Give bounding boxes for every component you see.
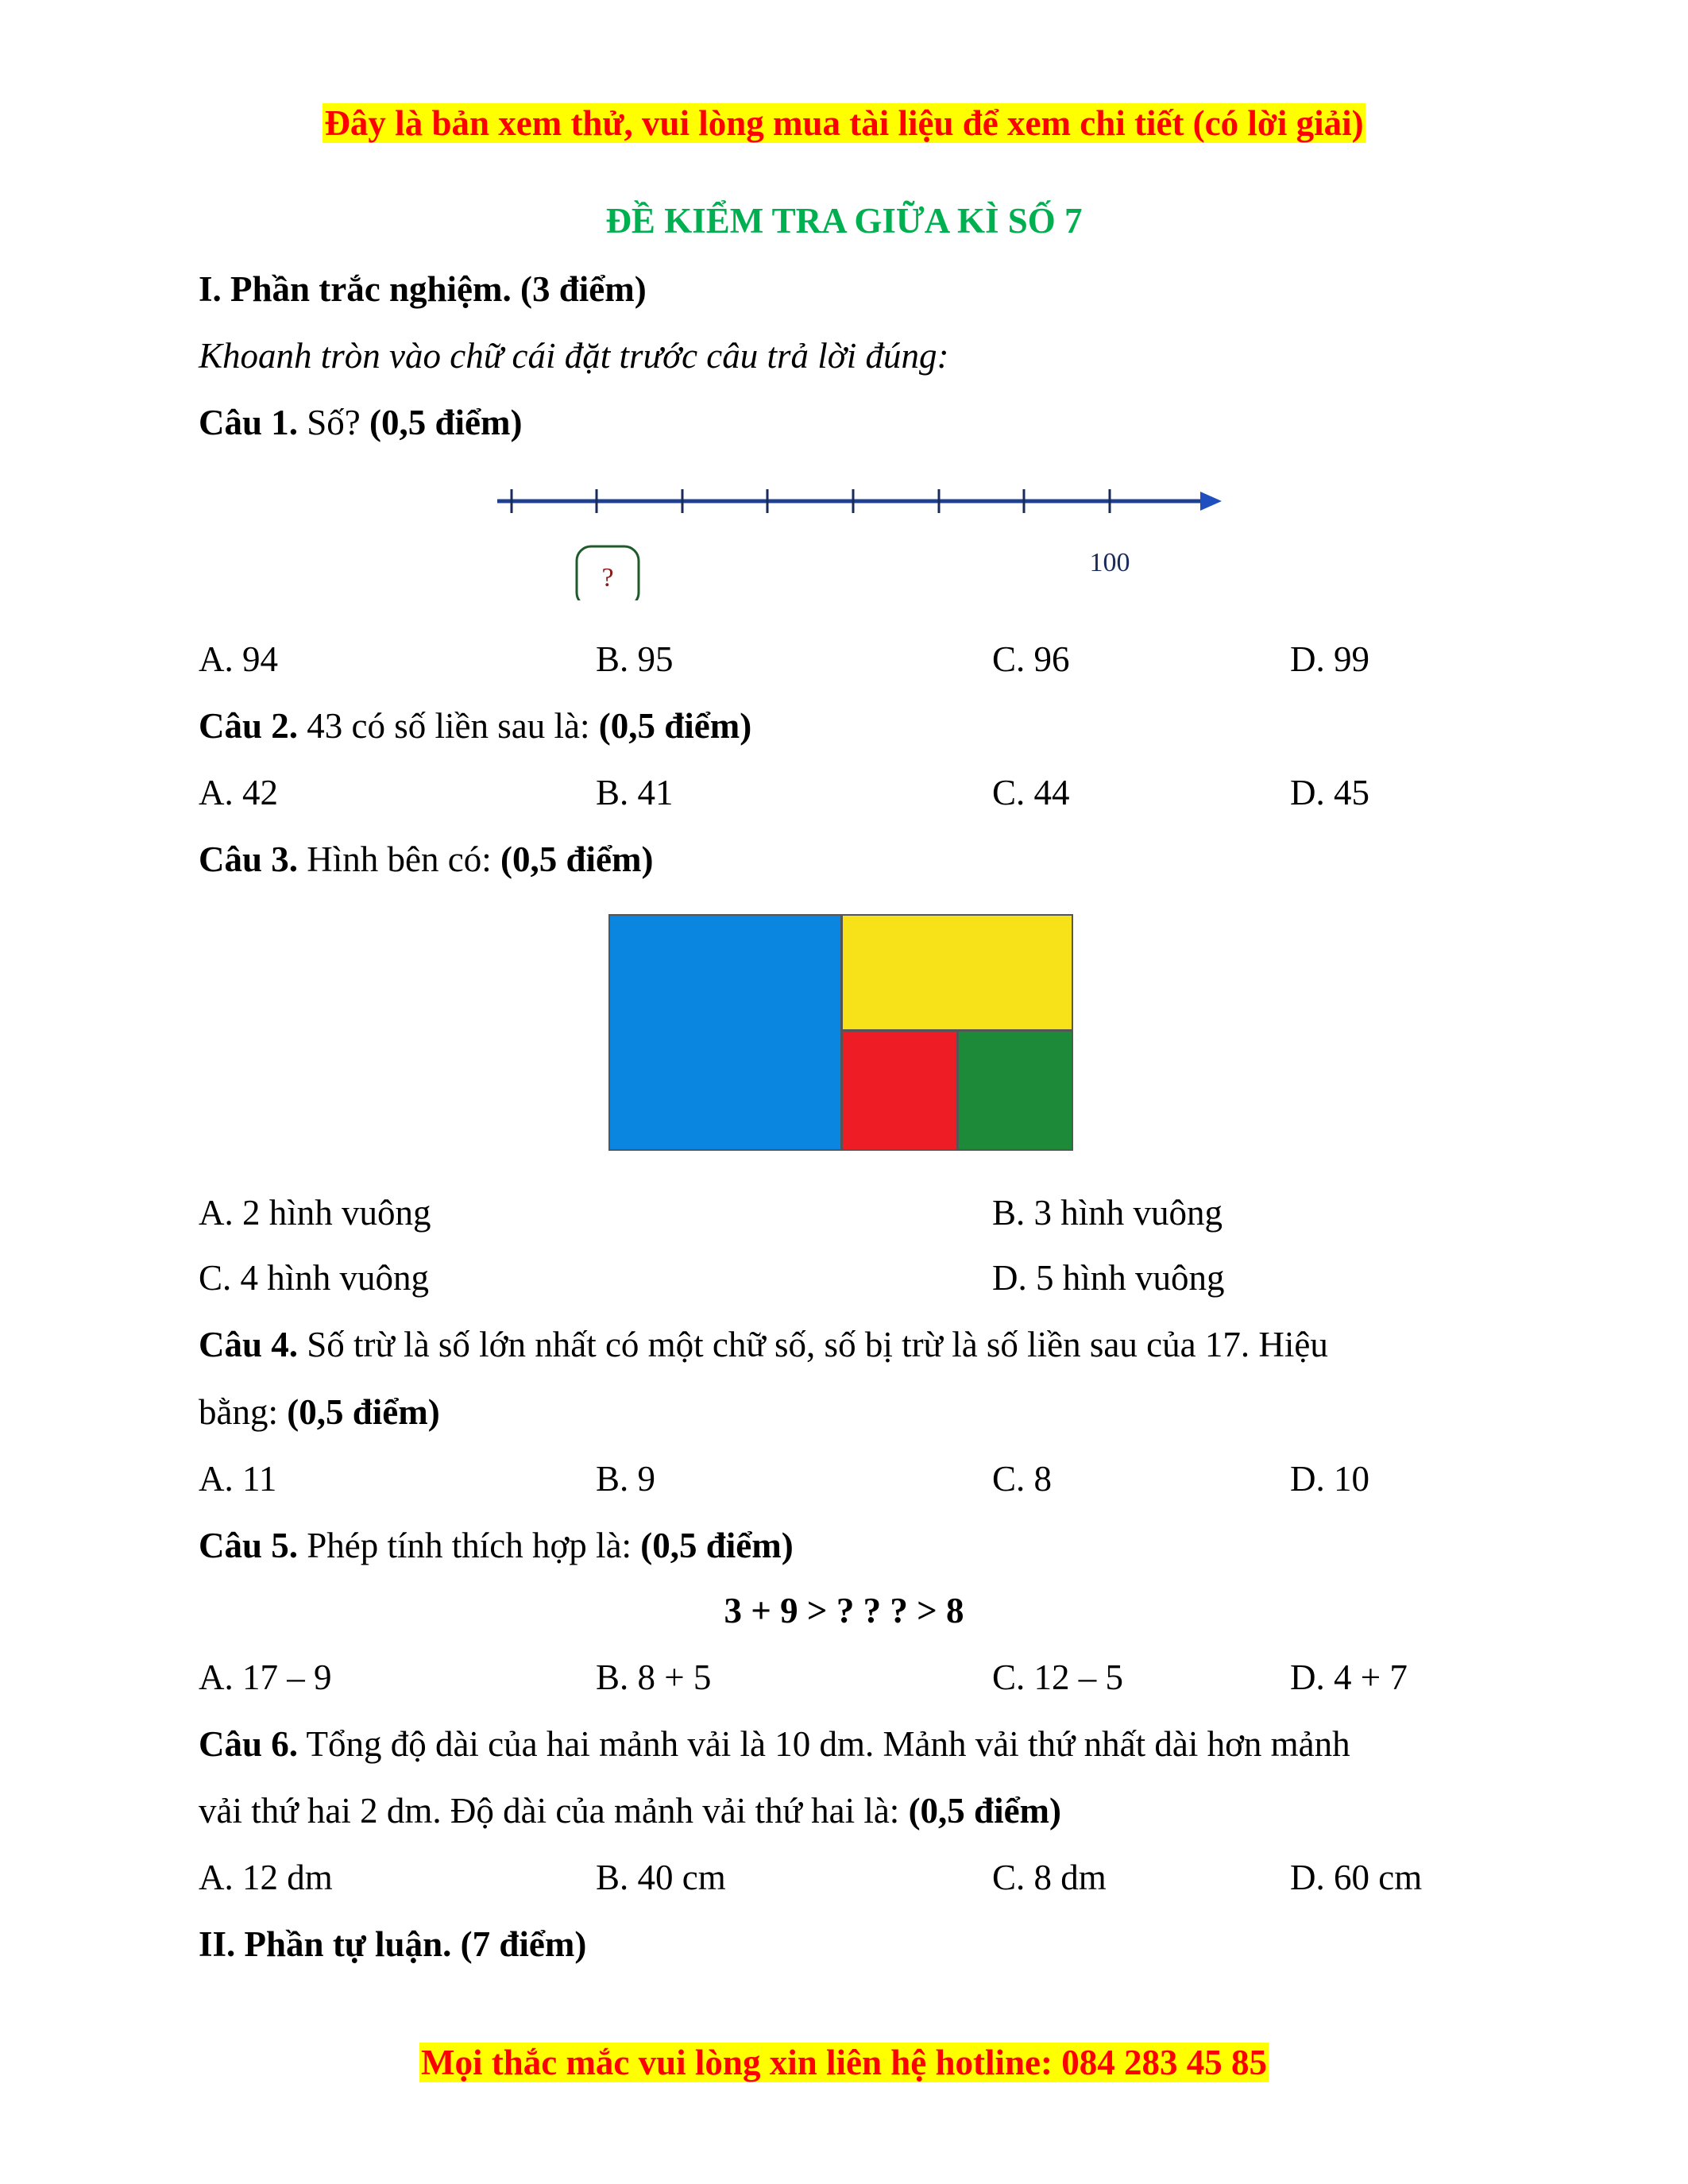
question-6: Câu 6. Tổng độ dài của hai mảnh vải là 10 dm. Mảnh vải thứ nhất dài hơn mảnh xyxy=(199,1724,1350,1764)
q5-expression: 3 + 9 > ? ? ? > 8 xyxy=(724,1591,964,1630)
q4-option-a[interactable]: A. 11 xyxy=(199,1459,277,1499)
q3-option-c[interactable]: C. 4 hình vuông xyxy=(199,1258,430,1298)
exam-title: ĐỀ KIỂM TRA GIỮA KÌ SỐ 7 xyxy=(605,201,1083,241)
q2-option-a[interactable]: A. 42 xyxy=(199,773,278,812)
question-6-cont: vải thứ hai 2 dm. Độ dài của mảnh vải thứ hai là: (0,5 điểm) xyxy=(199,1791,1062,1831)
q6-option-a[interactable]: A. 12 dm xyxy=(199,1858,333,1897)
q5-option-d[interactable]: D. 4 + 7 xyxy=(1290,1657,1408,1697)
number-line-figure xyxy=(473,473,1222,600)
red-square xyxy=(840,1032,956,1149)
unknown-mark: ? xyxy=(601,563,614,592)
q4-option-d[interactable]: D. 10 xyxy=(1290,1459,1369,1499)
q5-option-a[interactable]: A. 17 – 9 xyxy=(199,1657,332,1697)
shapes-figure xyxy=(608,914,1073,1151)
green-square xyxy=(956,1032,1072,1149)
question-1: Câu 1. Số? (0,5 điểm) xyxy=(199,403,523,442)
q2-option-b[interactable]: B. 41 xyxy=(596,773,674,812)
q3-option-d[interactable]: D. 5 hình vuông xyxy=(992,1258,1225,1298)
question-3: Câu 3. Hình bên có: (0,5 điểm) xyxy=(199,839,654,879)
label-100: 100 xyxy=(1089,548,1130,577)
q3-option-a[interactable]: A. 2 hình vuông xyxy=(199,1193,431,1233)
q5-option-b[interactable]: B. 8 + 5 xyxy=(596,1657,712,1697)
question-2: Câu 2. 43 có số liền sau là: (0,5 điểm) xyxy=(199,706,752,746)
section-2-heading: II. Phần tự luận. (7 điểm) xyxy=(199,1924,587,1964)
yellow-rectangle xyxy=(840,916,1072,1032)
q2-option-d[interactable]: D. 45 xyxy=(1290,773,1369,812)
instruction: Khoanh tròn vào chữ cái đặt trước câu trả lời đúng: xyxy=(199,336,949,376)
question-5: Câu 5. Phép tính thích hợp là: (0,5 điểm) xyxy=(199,1526,794,1565)
arrow-head xyxy=(1200,492,1222,511)
q4-option-c[interactable]: C. 8 xyxy=(992,1459,1053,1499)
preview-banner: Đây là bản xem thử, vui lòng mua tài liệu để xem chi tiết (có lời giải) xyxy=(324,103,1364,143)
hotline-footer: Mọi thắc mắc vui lòng xin liên hệ hotline: 084 283 45 85 xyxy=(420,2043,1267,2082)
q1-option-c[interactable]: C. 96 xyxy=(992,639,1070,679)
q3-option-b[interactable]: B. 3 hình vuông xyxy=(992,1193,1223,1233)
q6-option-d[interactable]: D. 60 cm xyxy=(1290,1858,1423,1897)
q6-option-c[interactable]: C. 8 dm xyxy=(992,1858,1107,1897)
section-1-heading: I. Phần trắc nghiệm. (3 điểm) xyxy=(199,269,647,309)
q2-option-c[interactable]: C. 44 xyxy=(992,773,1070,812)
question-4: Câu 4. Số trừ là số lớn nhất có một chữ số, số bị trừ là số liền sau của 17. Hiệu xyxy=(199,1325,1328,1364)
q1-option-a[interactable]: A. 94 xyxy=(199,639,278,679)
q5-option-c[interactable]: C. 12 – 5 xyxy=(992,1657,1124,1697)
blue-rectangle xyxy=(610,916,840,1149)
q4-option-b[interactable]: B. 9 xyxy=(596,1459,656,1499)
question-4-cont: bằng: (0,5 điểm) xyxy=(199,1392,440,1432)
q1-option-d[interactable]: D. 99 xyxy=(1290,639,1369,679)
q6-option-b[interactable]: B. 40 cm xyxy=(596,1858,726,1897)
q1-option-b[interactable]: B. 95 xyxy=(596,639,674,679)
